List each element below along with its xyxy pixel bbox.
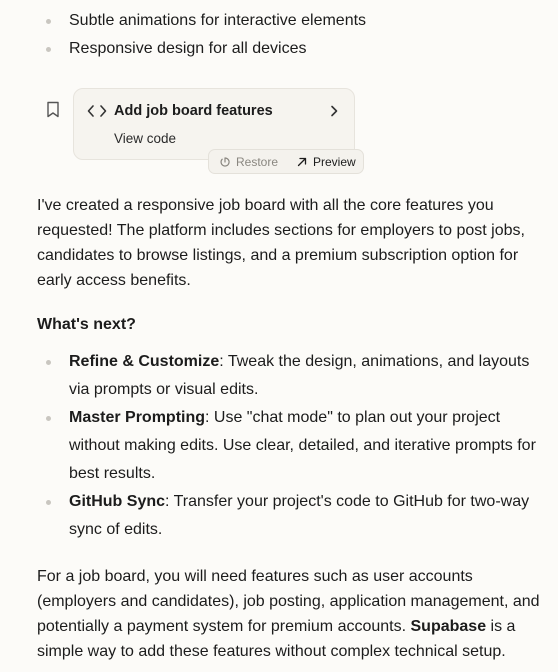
chevron-right-icon[interactable]	[330, 105, 338, 117]
item-text: : Use "chat mode" to plan out your project without making edits. Use clear, detailed, and iterative prompts for best results.	[69, 409, 536, 482]
item-text: : Transfer your project's code to GitHub for two-way sync of edits.	[69, 493, 530, 538]
section-heading: What's next?	[37, 316, 136, 333]
card-actions	[208, 149, 364, 174]
list-item	[0, 488, 558, 544]
bookmark-icon[interactable]	[46, 101, 60, 118]
preview-label: Preview	[313, 155, 356, 169]
supabase-link[interactable]: Supabase	[410, 618, 487, 635]
preview-button[interactable]	[296, 155, 356, 169]
code-icon	[87, 104, 107, 118]
paragraph-text: For a job board, you will need features such as user accounts (employers and candidates), job posting, application management, and potentially a payment system for premium accounts.	[37, 568, 540, 635]
view-code-link[interactable]: View code	[114, 131, 177, 146]
item-title: GitHub Sync	[69, 493, 166, 510]
next-steps-list	[0, 348, 558, 544]
list-item: Responsive design for all devices	[0, 35, 558, 63]
restore-button[interactable]	[219, 155, 278, 169]
arrow-up-right-icon	[296, 156, 308, 168]
summary-paragraph: I've created a responsive job board with all the core features you requested! The platform includes sections for employers to post jobs, candidates to browse listings, and a premium subscription option for early access benefits.	[37, 197, 525, 289]
restore-label: Restore	[236, 155, 279, 169]
item-text: : Tweak the design, animations, and layouts via prompts or visual edits.	[69, 353, 530, 398]
list-item: Subtle animations for interactive elements	[0, 7, 558, 35]
card-title: Add job board features	[114, 103, 273, 119]
item-title: Refine & Customize	[69, 353, 220, 370]
list-item	[0, 348, 558, 404]
restore-icon	[219, 156, 231, 168]
feature-list	[0, 0, 558, 63]
paragraph-text: is a simple way to add these features without complex technical setup.	[37, 618, 516, 660]
item-title: Master Prompting	[69, 409, 206, 426]
supabase-paragraph	[37, 564, 552, 664]
list-item	[0, 404, 558, 488]
